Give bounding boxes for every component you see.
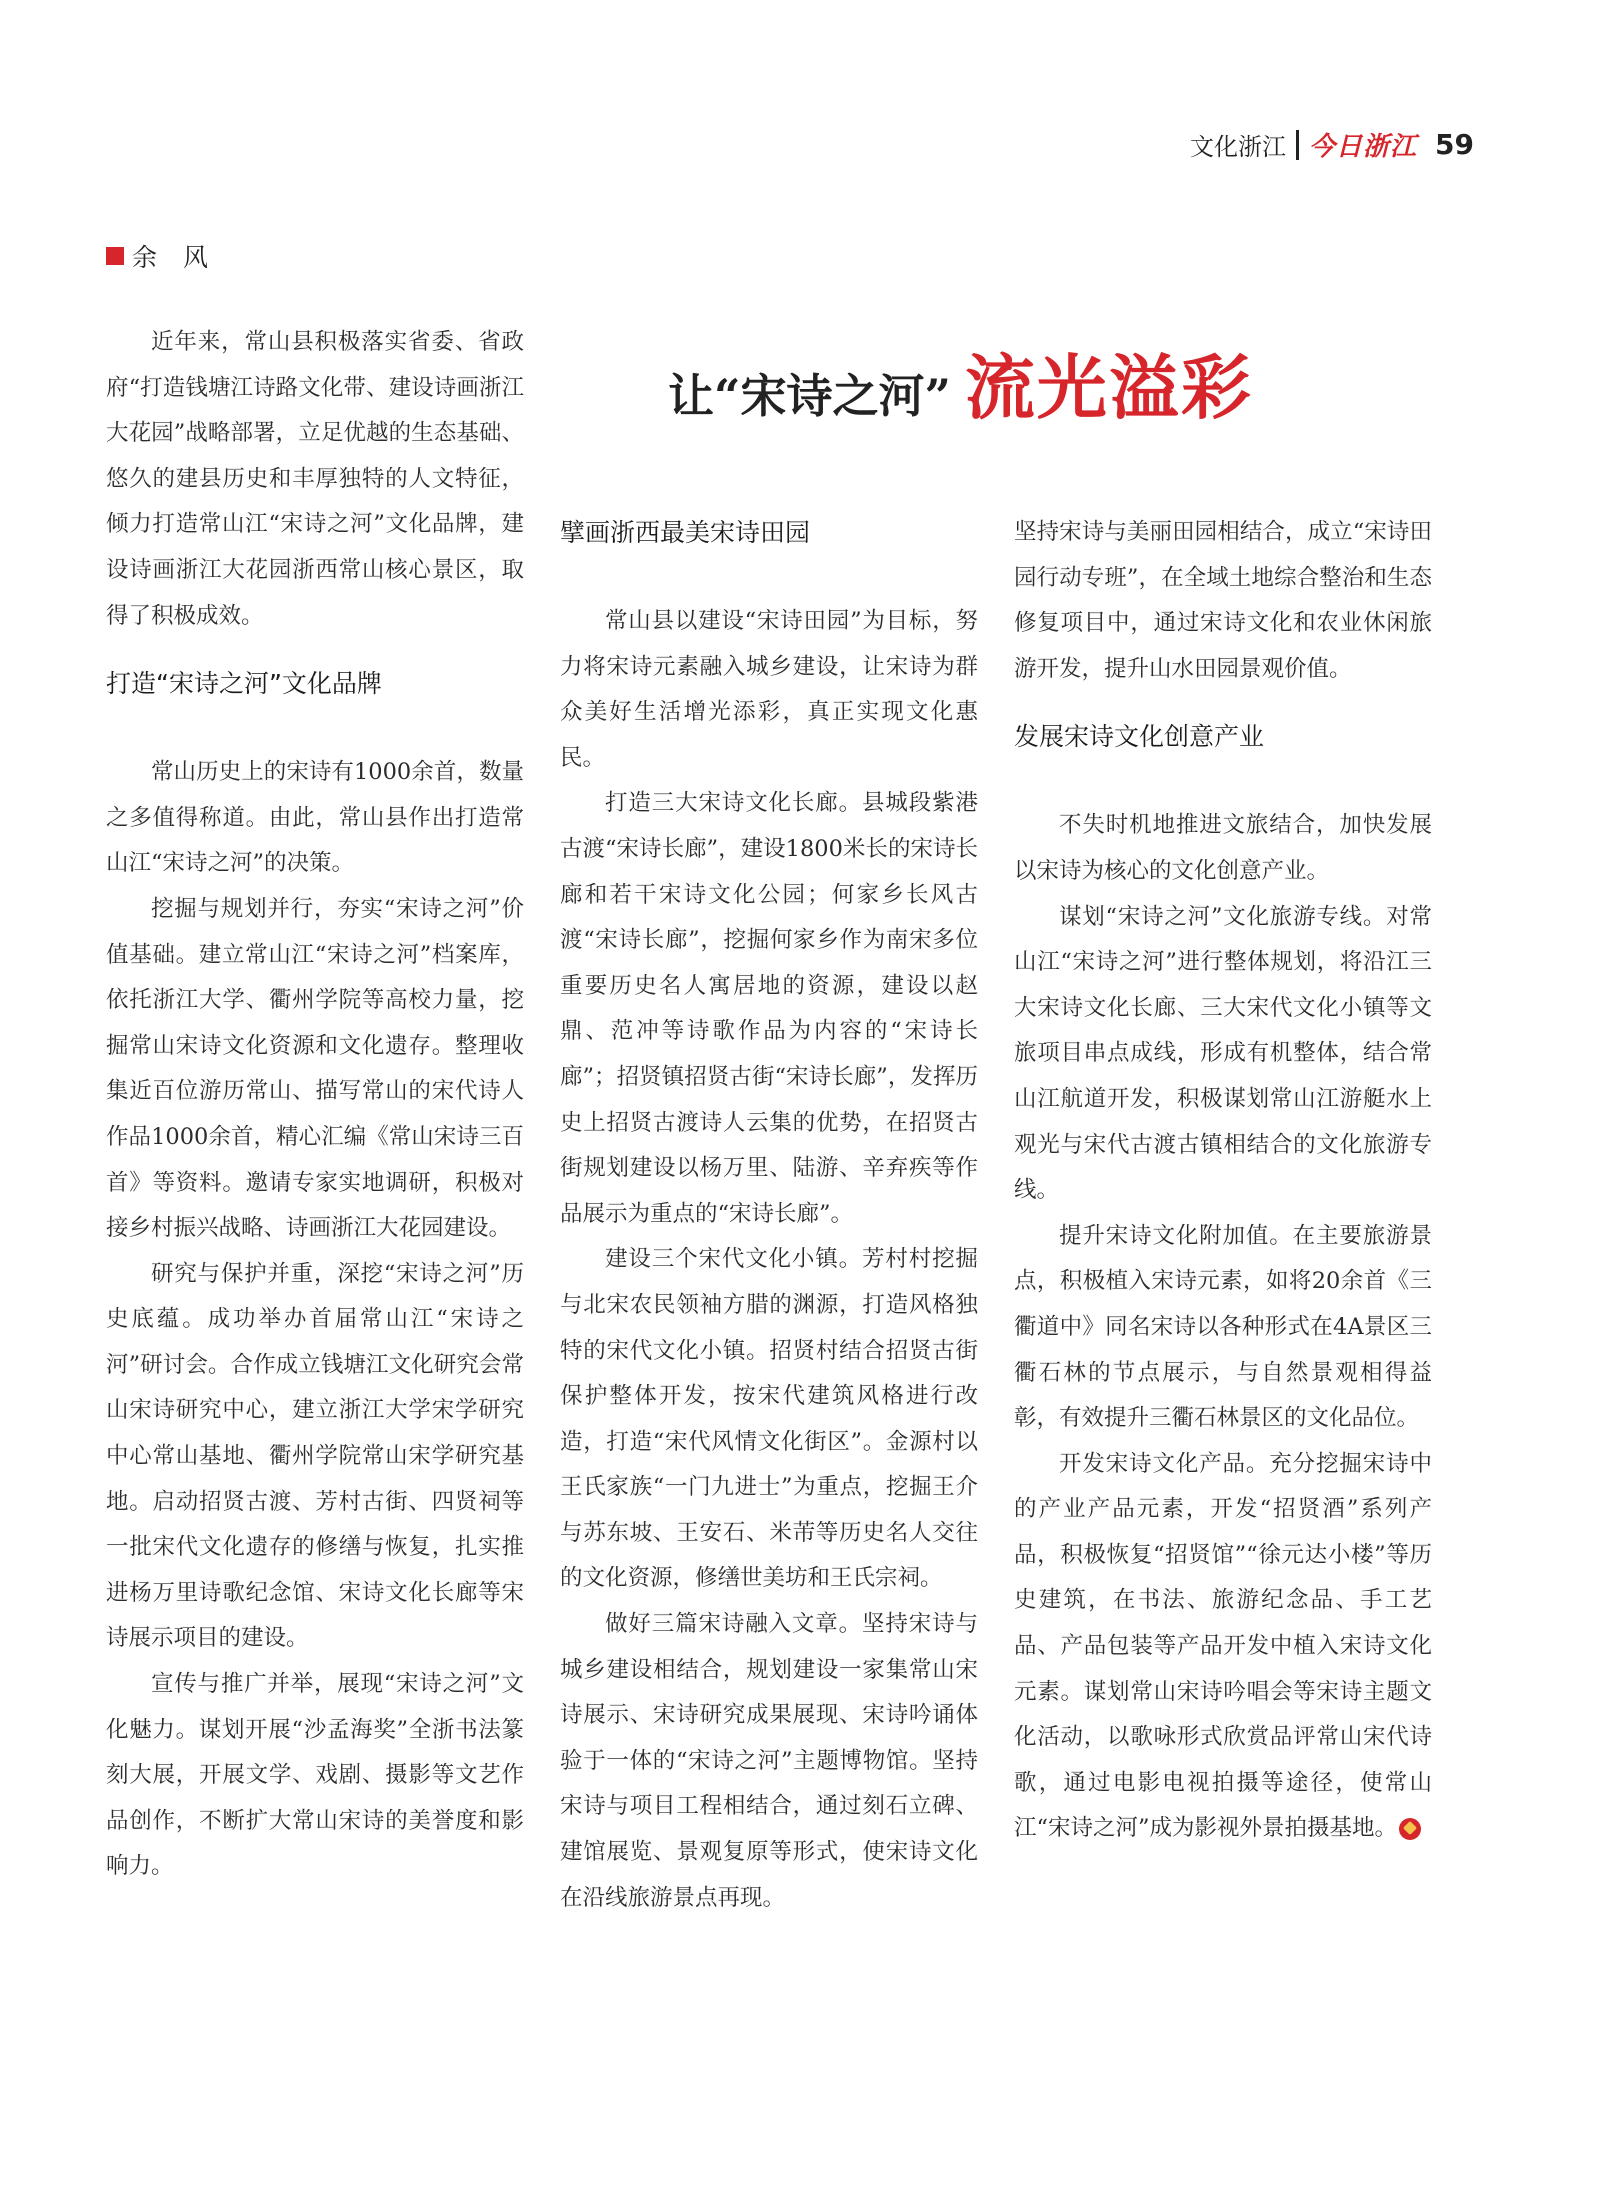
- section2-heading: 擘画浙西最美宋诗田园: [560, 518, 811, 547]
- head-divider: [1296, 130, 1299, 160]
- paragraph: 提升宋诗文化附加值。在主要旅游景点，积极植入宋诗元素，如将20余首《三衢道中》同名宋诗以各种形式在4A景区三衢石林的节点展示，与自然景观相得益彰，有效提升三衢石林景区的文化品位。: [1014, 1222, 1432, 1432]
- byline: [106, 238, 234, 274]
- paragraph: 宣传与推广并举，展现“宋诗之河”文化魅力。谋划开展“沙孟海奖”全浙书法篆刻大展，开展文学、戏剧、摄影等文艺作品创作，不断扩大常山宋诗的美誉度和影响力。: [106, 1671, 524, 1880]
- running-head: [1190, 126, 1474, 163]
- column-3: [1014, 510, 1432, 1852]
- byline-square-icon: [106, 247, 124, 265]
- paragraph: 常山历史上的宋诗有1000余首，数量之多值得称道。由此，常山县作出打造常山江“宋诗之河”的决策。: [106, 759, 524, 877]
- paragraph: 做好三篇宋诗融入文章。坚持宋诗与城乡建设相结合，规划建设一家集常山宋诗展示、宋诗研究成果展现、宋诗吟诵体验于一体的“宋诗之河”主题博物馆。坚持宋诗与项目工程相结合，通过刻石立碑、建馆展览、景观复原等形式，使宋诗文化在沿线旅游景点再现。: [560, 1611, 978, 1911]
- column-1: [106, 320, 524, 1890]
- page-number: 59: [1435, 128, 1474, 161]
- paragraph: 建设三个宋代文化小镇。芳村村挖掘与北宋农民领袖方腊的渊源，打造风格独特的宋代文化小镇。招贤村结合招贤古街保护整体开发，按宋代建筑风格进行改造，打造“宋代风情文化街区”。金源村以王氏家族“一门九进士”为重点，挖掘王介与苏东坡、王安石、米芾等历史名人交往的文化资源，修缮世美坊和王氏宗祠。: [560, 1246, 978, 1592]
- author-name: 余风: [132, 243, 235, 272]
- paragraph: 研究与保护并重，深挖“宋诗之河”历史底蕴。成功举办首届常山江“宋诗之河”研讨会。合作成立钱塘江文化研究会常山宋诗研究中心，建立浙江大学宋学研究中心常山基地、衢州学院常山宋学研究基地。启动招贤古渡、芳村古街、四贤祠等一批宋代文化遗存的修缮与恢复，扎实推进杨万里诗歌纪念馆、宋诗文化长廊等宋诗展示项目的建设。: [106, 1260, 524, 1652]
- paragraph: 打造三大宋诗文化长廊。县城段紫港古渡“宋诗长廊”，建设1800米长的宋诗长廊和若干宋诗文化公园；何家乡长风古渡“宋诗长廊”，挖掘何家乡作为南宋多位重要历史名人寓居地的资源，建设以赵鼎、范冲等诗歌作品为内容的“宋诗长廊”；招贤镇招贤古街“宋诗长廊”，发挥历史上招贤古渡诗人云集的优势，在招贤古街规划建设以杨万里、陆游、辛弃疾等作品展示为重点的“宋诗长廊”。: [560, 790, 978, 1227]
- paragraph-last-text: 开发宋诗文化产品。充分挖掘宋诗中的产业产品元素，开发“招贤酒”系列产品，积极恢复“招贤馆”“徐元达小楼”等历史建筑，在书法、旅游纪念品、手工艺品、产品包装等产品开发中植入宋诗文化元素。谋划常山宋诗吟唱会等宋诗主题文化活动，以歌咏形式欣赏品评常山宋代诗歌，通过电影电视拍摄等途径，使常山江“宋诗之河”成为影视外景拍摄基地。: [1014, 1450, 1432, 1842]
- intro-paragraph: 近年来，常山县积极落实省委、省政府“打造钱塘江诗路文化带、建设诗画浙江大花园”战略部署，立足优越的生态基础、悠久的建县历史和丰厚独特的人文特征，倾力打造常山江“宋诗之河”文化品牌，建设诗画浙江大花园浙西常山核心景区，取得了积极成效。: [106, 329, 524, 629]
- paragraph: 不失时机地推进文旅结合，加快发展以宋诗为核心的文化创意产业。: [1014, 812, 1432, 884]
- column-2: [560, 510, 978, 1921]
- paragraph: 挖掘与规划并行，夯实“宋诗之河”价值基础。建立常山江“宋诗之河”档案库，依托浙江大学、衢州学院等高校力量，挖掘常山宋诗文化资源和文化遗存。整理收集近百位游历常山、描写常山的宋代诗人作品1000余首，精心汇编《常山宋诗三百首》等资料。邀请专家实地调研，积极对接乡村振兴战略、诗画浙江大花园建设。: [106, 895, 524, 1242]
- end-mark-icon: [1399, 1818, 1421, 1840]
- magazine-logo: 今日浙江: [1309, 132, 1418, 162]
- paragraph-last: [1014, 1442, 1432, 1852]
- section3-heading: 发展宋诗文化创意产业: [1014, 722, 1265, 752]
- paragraph-continued: 坚持宋诗与美丽田园相结合，成立“宋诗田园行动专班”，在全域土地综合整治和生态修复项目中，通过宋诗文化和农业休闲旅游开发，提升山水田园景观价值。: [1014, 519, 1432, 682]
- paragraph: 谋划“宋诗之河”文化旅游专线。对常山江“宋诗之河”进行整体规划，将沿江三大宋诗文化长廊、三大宋代文化小镇等文旅项目串点成线，形成有机整体，结合常山江航道开发，积极谋划常山江游艇水上观光与宋代古渡古镇相结合的文化旅游专线。: [1014, 903, 1432, 1204]
- section1-heading: 打造“宋诗之河”文化品牌: [106, 669, 382, 699]
- title-red: 流光溢彩: [964, 347, 1253, 429]
- paragraph: 常山县以建设“宋诗田园”为目标，努力将宋诗元素融入城乡建设，让宋诗为群众美好生活增光添彩，真正实现文化惠民。: [560, 608, 978, 771]
- title-black: 让“宋诗之河”: [668, 369, 951, 423]
- section-name: 文化浙江: [1190, 133, 1287, 161]
- article-title: [668, 332, 1253, 433]
